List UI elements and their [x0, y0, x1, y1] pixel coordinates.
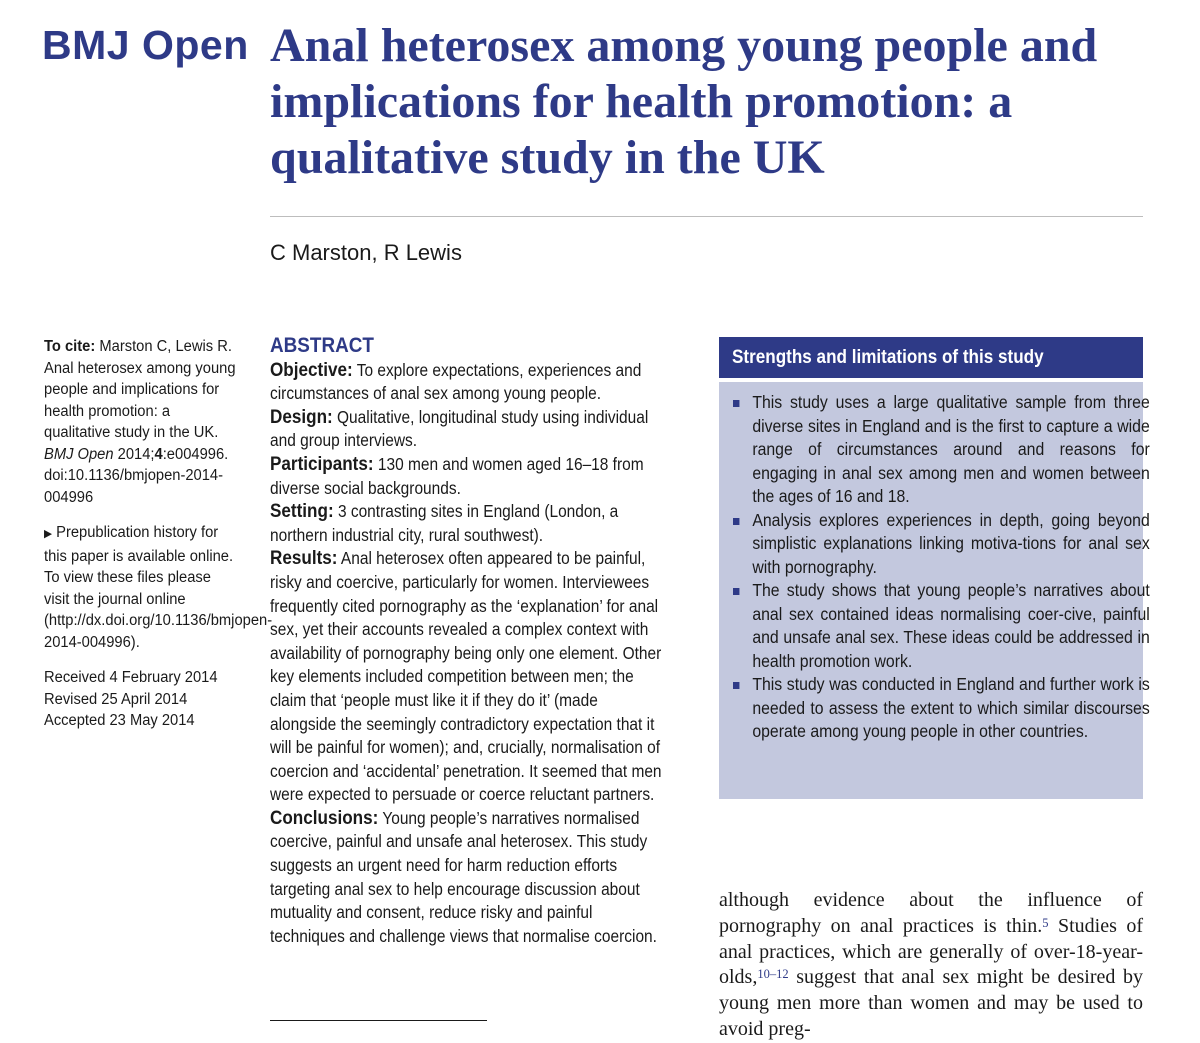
section-text: To explore expectations, experiences and circumstances of anal sex among young people.	[270, 359, 642, 404]
section-text: Young people’s narratives normalised coercive, painful and unsafe anal heterosex. This study suggests an urgent need for harm reduction efforts targeting anal sex to help encourage discussion about mutuality and consent, reduce risky and painful techniques and challenge views that normalise coercion.	[270, 807, 657, 946]
strength-item: This study was conducted in England and further work is needed to assess the extent to which similar discourses operate among young people in other countries.	[733, 673, 1150, 744]
cite-text: Marston C, Lewis R. Anal heterosex among young people and implications for health promotion: a qualitative study in the UK.	[44, 338, 236, 441]
abstract-objective	[270, 359, 666, 406]
prepublication-text[interactable]: Prepublication history for this paper is available online. To view these files please visit the journal online (http://dx.doi.org/10.1136/bmjopen-2014-004996).	[44, 524, 273, 651]
abstract-results	[270, 547, 666, 807]
section-text: Qualitative, longitudinal study using individual and group interviews.	[270, 406, 649, 451]
section-label: Design:	[270, 406, 333, 428]
abstract-heading: ABSTRACT	[270, 334, 374, 357]
prepublication-note	[44, 522, 273, 653]
title-divider	[270, 216, 1143, 217]
accepted-date: Accepted 23 May 2014	[44, 712, 195, 729]
section-text: 3 contrasting sites in England (London, a northern industrial city, rural southwest).	[270, 501, 619, 545]
body-paragraph	[719, 888, 1143, 1043]
cite-volume: 4	[154, 445, 163, 463]
revised-date: Revised 25 April 2014	[44, 690, 188, 708]
sidebar	[44, 336, 273, 732]
cite-journal: BMJ Open	[44, 445, 114, 463]
section-label: Objective:	[270, 359, 353, 381]
body-text-2: Studies of anal practices, which are generally of over-18-year-olds,	[719, 914, 1143, 989]
strengths-box-title: Strengths and limitations of this study	[732, 347, 1044, 368]
reference-link[interactable]: 5	[1042, 915, 1049, 930]
footnote-rule	[270, 1020, 487, 1021]
strengths-box	[719, 382, 1150, 799]
cite-doi[interactable]: :e004996. doi:10.1136/bmjopen-2014-004996	[44, 445, 229, 506]
received-date: Received 4 February 2014	[44, 669, 218, 686]
section-text: Anal heterosex often appeared to be painful, risky and coercive, particularly for women. Interviewees frequently cited pornography as the ‘explanation’ for anal sex, yet their accounts revealed a complex context with availability of pornography being only one element. Other key elements included competition between men; the claim that ‘people must like it if they do it’ (made alongside the seemingly contradictory expectation that it will be painful for women); and, crucially, normalisation of coercion and ‘accidental’ penetration. It seemed that men were expected to persuade or coerce reluctant partners.	[270, 548, 662, 805]
abstract-design	[270, 406, 666, 453]
strength-item: This study uses a large qualitative sample from three diverse sites in England and is the first to capture a wide range of circumstances around and reasons for engaging in anal sex among men and women between the ages of 16 and 18.	[733, 391, 1150, 509]
strengths-box-header	[719, 337, 1143, 378]
citation	[44, 336, 239, 508]
strength-item: Analysis explores experiences in depth, going beyond simplistic explanations linking motiva-tions for anal sex with pornography.	[733, 509, 1150, 580]
section-label: Setting:	[270, 501, 334, 523]
body-text-1: although evidence about the influence of pornography on anal practices is thin.	[719, 889, 1143, 937]
authors[interactable]: C Marston, R Lewis	[270, 240, 462, 265]
reference-link[interactable]: 10–12	[757, 967, 789, 982]
abstract-conclusions	[270, 807, 666, 949]
journal-name: BMJ Open	[42, 22, 249, 68]
body-text-3: suggest that anal sex might be desired by young men more than women and may be used to avoid preg-	[719, 966, 1143, 1040]
abstract	[270, 334, 666, 948]
triangle-icon: ▶	[44, 528, 53, 540]
abstract-setting	[270, 500, 666, 547]
section-label: Conclusions:	[270, 807, 379, 829]
strengths-list	[733, 391, 1150, 744]
abstract-participants	[270, 453, 666, 500]
history-dates	[44, 667, 239, 732]
article-title: Anal heterosex among young people and implications for health promotion: a qualitative study in the UK	[270, 19, 1098, 184]
section-label: Results:	[270, 548, 338, 570]
section-text: 130 men and women aged 16–18 from diverse social backgrounds.	[270, 453, 644, 498]
strength-item: The study shows that young people’s narratives about anal sex contained ideas normalising coer-cive, painful and unsafe anal sex. These ideas could be addressed in health promotion work.	[733, 579, 1150, 673]
section-label: Participants:	[270, 453, 374, 475]
cite-year: 2014;	[113, 445, 155, 463]
cite-label: To cite:	[44, 338, 96, 355]
